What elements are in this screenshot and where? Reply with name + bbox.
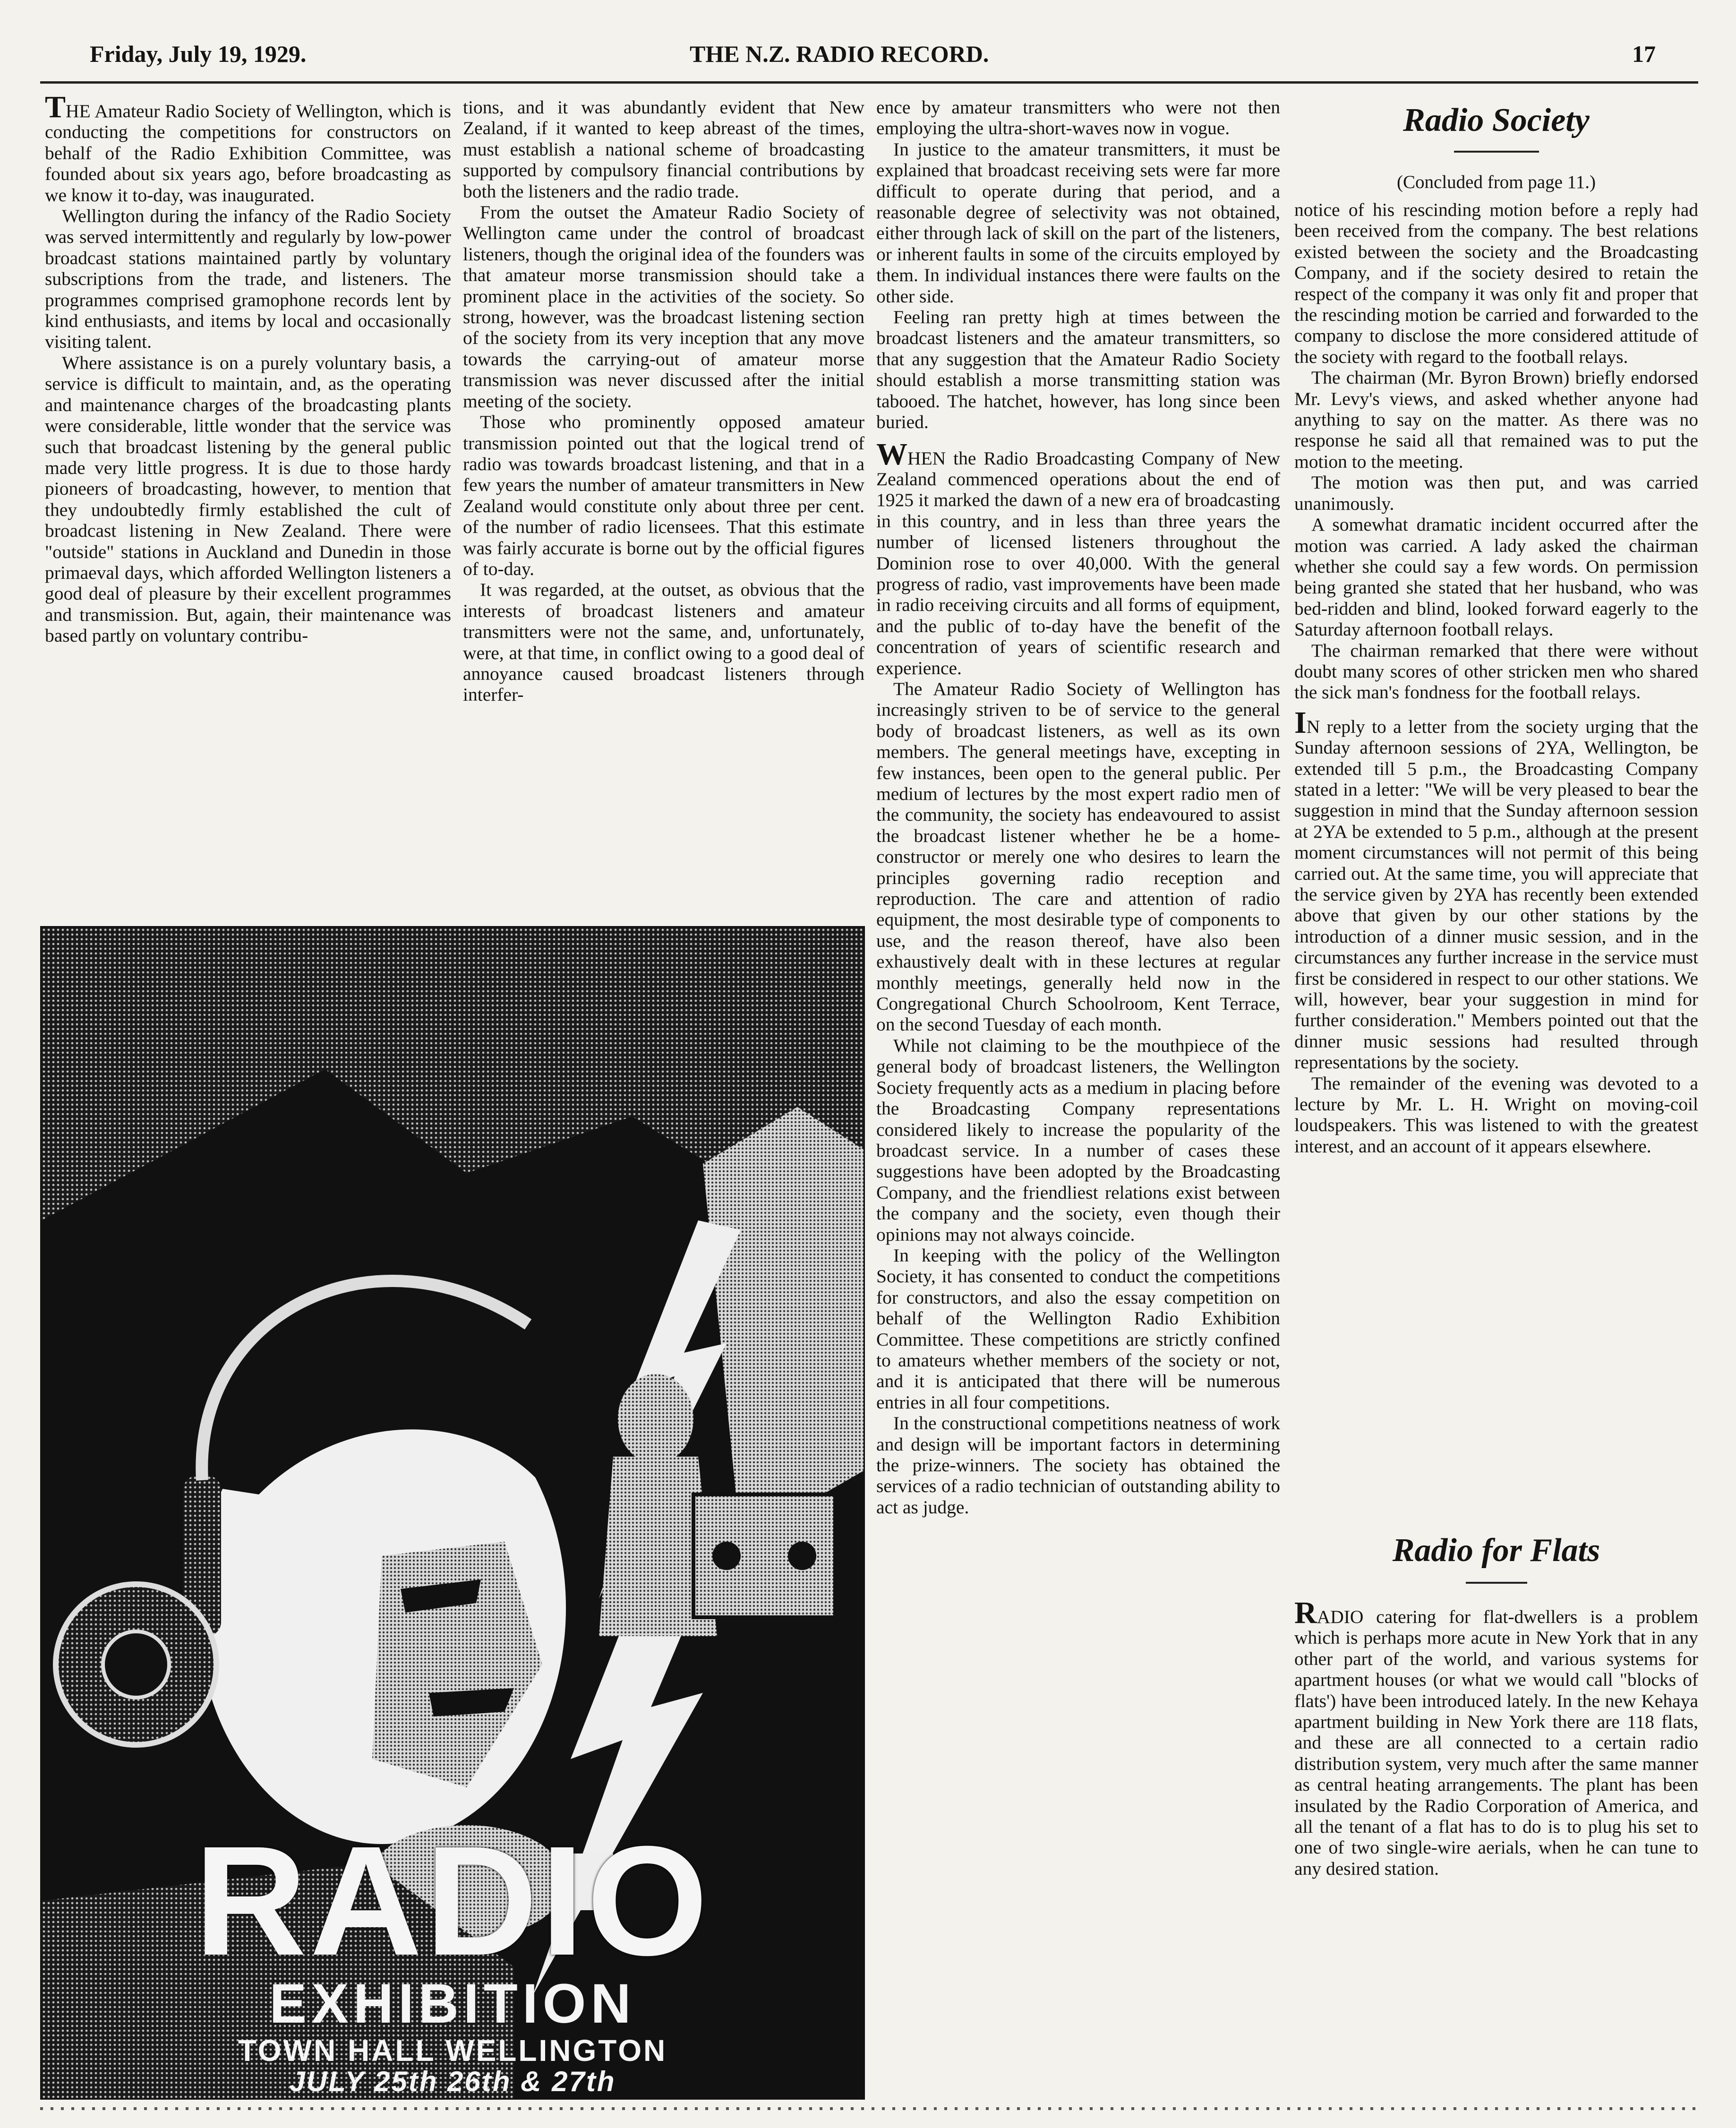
article-column-3 bbox=[876, 97, 1280, 2095]
continued-note: (Concluded from page 11.) bbox=[1397, 172, 1596, 192]
drop-cap-w: W bbox=[876, 437, 907, 472]
drop-cap-word: HEN bbox=[907, 447, 946, 469]
col4-paragraph-5: The chairman remarked that there were without doubt many scores of other stricken men who shared the sick man's fondness for the football relays. bbox=[1294, 640, 1698, 703]
col4-paragraph-3: The motion was then put, and was carried unanimously. bbox=[1294, 472, 1698, 514]
poster-subtitle: EXHIBITION bbox=[269, 1973, 636, 2035]
col4-paragraph-2: The chairman (Mr. Byron Brown) briefly endorsed Mr. Levy's views, and asked whether anyone had anything to say on the matter. As there was no response he said all that remained was to put the motion to the meeting. bbox=[1294, 367, 1698, 472]
col2-paragraph-1: tions, and it was abundantly evident that New Zealand, if it wanted to keep abreast of the times, must establish a national scheme of broadcasting supported by compulsory financial contributions by both the listeners and the radio trade. bbox=[463, 97, 864, 202]
radio-society-heading: Radio Society bbox=[1403, 102, 1590, 138]
col3-paragraph-8: In the constructional competitions neatness of work and design will be important factors in determining the prize-winners. The society has obtained the services of a radio technician of outstanding ability to act as judge. bbox=[876, 1413, 1280, 1518]
article-column-2 bbox=[463, 97, 864, 919]
poster-title: RADIO bbox=[194, 1813, 711, 1988]
header-rule bbox=[40, 81, 1698, 84]
col1-paragraph-3: Where assistance is on a purely voluntary basis, a service is difficult to maintain, and, as the operating and maintenance charges of the broadcasting plants were considerable, little wonder that the service was such that broadcast listening by the general public made very little progress. It is due to those hardy pioneers of broadcasting, however, to mention that they undoubtedly firmly established the cult of broadcast listening in New Zealand. There were "outside" stations in Auckland and Dunedin in those primaeval days, which afforded Wellington listeners a good deal of pleasure by their excellent programmes and transmission. But, again, their maintenance was based partly on voluntary contribu- bbox=[45, 352, 451, 646]
col3-paragraph-5: The Amateur Radio Society of Wellington has increasingly striven to be of service to the general body of broadcast listeners, as well as its own members. The general meetings have, excepting in few instances, been open to the general public. Per medium of lectures by the most expert radio men of the community, the society has endeavoured to assist the broadcast listener whether he be a home-constructor or merely one who desires to learn the principles governing radio reception and reproduction. The care and attention of radio equipment, the most desirable type of components to use, and the reason thereof, have also been exhaustively dealt with in these lectures at regular monthly meetings, generally held now in the Congregational Church Schoolroom, Kent Terrace, on the second Tuesday of each month. bbox=[876, 678, 1280, 1035]
col2-paragraph-2: From the outset the Amateur Radio Society of Wellington came under the control of broadcast listeners, though the original idea of the founders was that amateur morse transmission should take a prominent place in the activities of the society. So strong, however, was the broadcast listening section of the society from its very inception that any move towards the carrying-out of amateur morse transmission was never discussed after the initial meeting of the society. bbox=[463, 202, 864, 412]
col4-paragraph-6: N reply to a letter from the society urging that the Sunday afternoon sessions of 2YA, Wellington, be extended till 5 p.m., the Broadcasting Company stated in a letter: "We will be very pleased to bear the suggestion in mind that the Sunday afternoon session at 2YA be extended to 5 p.m., although at the present moment circumstances will not permit of this being carried out. At the same time, you will appreciate that the service given by 2YA has recently been extended above that given by our other stations by the introduction of a dinner music session, and in the circumstances any further increase in the service must first be considered in respect to our other stations. We will, however, bear your suggestion in mind for further consideration." Members pointed out that the dinner music sessions had resulted through representations by the society. bbox=[1294, 716, 1698, 1073]
article-column-1 bbox=[45, 97, 451, 919]
page-number: 17 bbox=[1632, 41, 1656, 67]
col4-paragraph-1: notice of his rescinding motion before a reply had been received from the company. The best relations existed between the society and the Broadcasting Company, and if the society desired to retain the respect of the company it was only fit and proper that the rescinding motion be carried and forwarded to the company to disclose the more considered attitude of the society with regard to the football relays. bbox=[1294, 199, 1698, 367]
col3-paragraph-1: ence by amateur transmitters who were not then employing the ultra-short-waves now in vogue. bbox=[876, 97, 1280, 139]
col4-paragraph-8: ADIO catering for flat-dwellers is a problem which is perhaps more acute in New York that in any other part of the world, and various systems for apartment houses (or what we would call "blocks of flats') have been introduced lately. In the new Kehaya apartment building in New York there are 118 flats, and these are all connected to a certain radio distribution system, very much after the same manner as central heating arrangements. The plant has been insulated by the Radio Corporation of America, and all the tenant of a flat has to do is to plug his set to one of two single-wire aerials, when he can tune to any desired station. bbox=[1294, 1606, 1698, 1879]
drop-cap-r: R bbox=[1294, 1603, 1317, 1630]
poster-dates: JULY 25th 26th & 27th bbox=[289, 2066, 616, 2097]
col3-paragraph-4: the Radio Broadcasting Company of New Zealand commenced operations about the end of 1925 it marked the dawn of a new era of broadcasting in this country, and in less than three years the number of licensed listeners throughout the Dominion rose to over 40,000. With the general progress of radio, vast improvements have been made in radio receiving circuits and all forms of equipment, and the public of to-day have the benefit of the concentration of years of scientific research and experience. bbox=[876, 447, 1280, 678]
radio-exhibition-poster bbox=[40, 926, 865, 2100]
heading-rule bbox=[1454, 151, 1539, 153]
drop-cap-t: T bbox=[45, 97, 66, 124]
col4-paragraph-4: A somewhat dramatic incident occurred after the motion was carried. A lady asked the chairman whether she could say a few words. On permission being granted she stated that her husband, who was bed-ridden and blind, looked forward eagerly to the Saturday afternoon football relays. bbox=[1294, 514, 1698, 640]
col1-paragraph-1: HE Amateur Radio Society of Wellington, which is conducting the competitions for constructors on behalf of the Radio Exhibition Committee, was founded about six years ago, before broadcasting as we know it to-day, was inaugurated. bbox=[45, 101, 451, 206]
article-column-4 bbox=[1294, 97, 1698, 2095]
radio-for-flats-heading: Radio for Flats bbox=[1392, 1532, 1600, 1569]
masthead: THE N.Z. RADIO RECORD. bbox=[690, 41, 989, 67]
page-bottom-edge bbox=[40, 2107, 1698, 2110]
col3-paragraph-3: Feeling ran pretty high at times between the broadcast listeners and the amateur transmitters, so that any suggestion that the Amateur Radio Society should establish a morse transmitting station was tabooed. The hatchet, however, has long since been buried. bbox=[876, 307, 1280, 433]
heading-rule-2 bbox=[1466, 1582, 1527, 1584]
col3-paragraph-6: While not claiming to be the mouthpiece of the general body of broadcast listeners, the Wellington Society frequently acts as a medium in placing before the Broadcasting Company representations considered likely to increase the popularity of the broadcast service. In a number of cases these suggestions have been adopted by the Broadcasting Company, and the friendliest relations exist between the company and the society, even though their opinions may not always coincide. bbox=[876, 1035, 1280, 1245]
issue-date: Friday, July 19, 1929. bbox=[90, 41, 307, 67]
col3-paragraph-7: In keeping with the policy of the Wellington Society, it has consented to conduct the competitions for constructors, and also the essay competition on behalf of the Wellington Radio Exhibition Committee. These competitions are strictly confined to amateurs whether members of the society or not, and it is anticipated that there will be numerous entries in all four competitions. bbox=[876, 1244, 1280, 1413]
drop-cap-i: I bbox=[1294, 705, 1307, 740]
col4-paragraph-7: The remainder of the evening was devoted to a lecture by Mr. L. H. Wright on moving-coil loudspeakers. This was listened to with the greatest interest, and an account of it appears elsewhere. bbox=[1294, 1073, 1698, 1157]
col2-paragraph-3: Those who prominently opposed amateur transmission pointed out that the logical trend of radio was towards broadcast listening, and that in a few years the number of amateur transmitters in New Zealand would constitute only about three per cent. of the number of radio licensees. That this estimate was fairly accurate is borne out by the official figures of to-day. bbox=[463, 412, 864, 579]
col3-paragraph-2: In justice to the amateur transmitters, it must be explained that broadcast receiving sets were far more difficult to operate during that period, and a reasonable degree of selectivity was not obtained, either through lack of skill on the part of the listeners, or inherent faults in some of the circuits employed by them. In individual instances there were faults on the other side. bbox=[876, 138, 1280, 307]
poster-venue: TOWN HALL WELLINGTON bbox=[238, 2034, 667, 2068]
col1-paragraph-2: Wellington during the infancy of the Radio Society was served intermittently and regularly by low-power broadcast stations maintained partly by voluntary subscriptions from the trade, and listeners. The programmes comprised gramophone records lent by kind enthusiasts, and items by local and occasionally visiting talent. bbox=[45, 206, 451, 352]
col2-paragraph-4: It was regarded, at the outset, as obvious that the interests of broadcast listeners and amateur transmitters were not the same, and, unfortunately, were, at that time, in conflict owing to a good deal of annoyance caused broadcast listeners through interfer- bbox=[463, 579, 864, 705]
